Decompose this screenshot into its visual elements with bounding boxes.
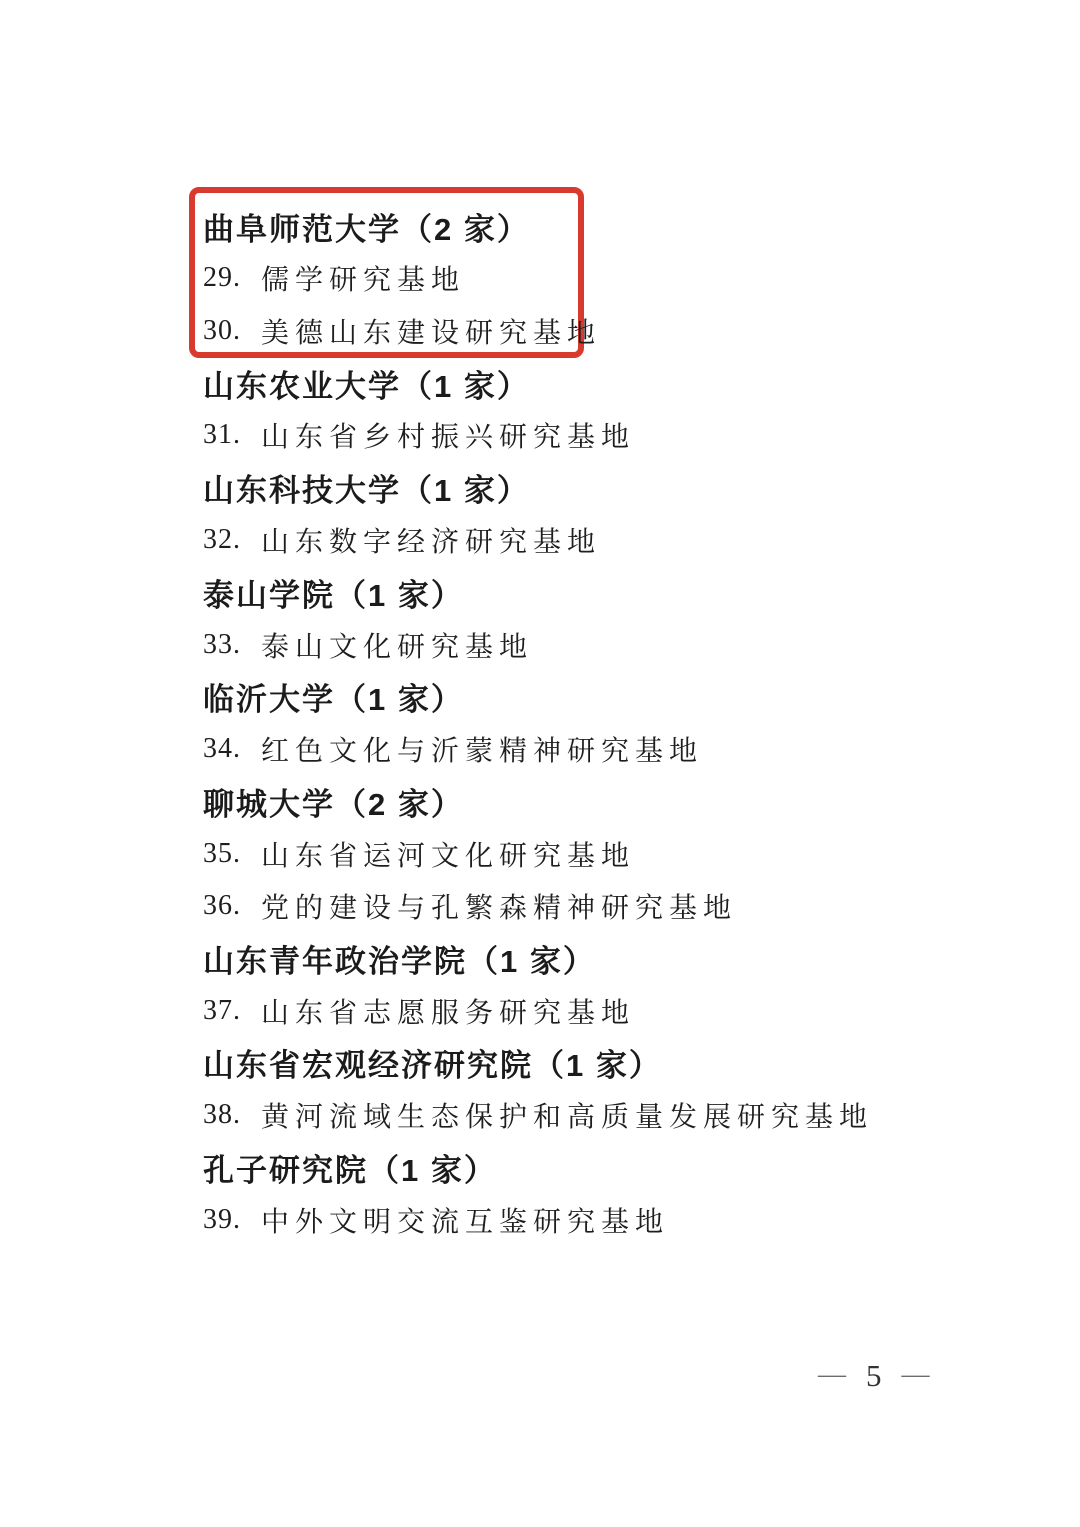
institution-heading: [203, 775, 873, 827]
item-text: 山东省运河文化研究基地: [261, 840, 636, 872]
research-base-item: [203, 984, 873, 1036]
research-base-item: [203, 409, 873, 461]
item-text: 红色文化与沂蒙精神研究基地: [261, 736, 704, 768]
heading-text: 山东青年政治学院（1 家）: [203, 943, 596, 979]
item-number: 38.: [203, 1099, 241, 1131]
item-number: 37.: [203, 994, 241, 1026]
item-text: 山东省乡村振兴研究基地: [261, 422, 636, 454]
item-number: 32.: [203, 523, 241, 555]
item-text: 美德山东建设研究基地: [261, 317, 602, 349]
research-base-item: [203, 618, 873, 670]
institution-heading: [203, 200, 873, 252]
item-number: 30.: [203, 314, 241, 346]
item-text: 山东数字经济研究基地: [261, 526, 602, 558]
item-number: 35.: [203, 837, 241, 869]
item-text: 黄河流域生态保护和高质量发展研究基地: [261, 1102, 874, 1134]
research-base-list: [203, 200, 873, 1246]
heading-text: 泰山学院（1 家）: [203, 577, 464, 613]
heading-text: 聊城大学（2 家）: [203, 786, 464, 822]
institution-heading: [203, 357, 873, 409]
institution-heading: [203, 1141, 873, 1193]
research-base-item: [203, 252, 873, 304]
item-number: 34.: [203, 733, 241, 765]
institution-heading: [203, 932, 873, 984]
research-base-item: [203, 828, 873, 880]
heading-text: 曲阜师范大学（2 家）: [203, 211, 530, 247]
item-text: 儒学研究基地: [261, 265, 466, 297]
research-base-item: [203, 880, 873, 932]
item-number: 29.: [203, 262, 241, 294]
heading-text: 山东科技大学（1 家）: [203, 473, 530, 509]
item-text: 泰山文化研究基地: [261, 631, 534, 663]
research-base-item: [203, 1089, 873, 1141]
item-number: 36.: [203, 890, 241, 921]
footer-dash-left: —: [818, 1359, 846, 1390]
item-text: 党的建设与孔繁森精神研究基地: [261, 893, 738, 924]
item-number: 33.: [203, 628, 241, 660]
heading-text: 山东省宏观经济研究院（1 家）: [203, 1048, 662, 1084]
research-base-item: [203, 1194, 873, 1246]
item-text: 中外文明交流互鉴研究基地: [261, 1206, 670, 1238]
heading-text: 山东农业大学（1 家）: [203, 368, 530, 404]
research-base-item: [203, 514, 873, 566]
page-number: 5: [866, 1357, 882, 1393]
item-number: 39.: [203, 1203, 241, 1235]
institution-heading: [203, 566, 873, 618]
heading-text: 孔子研究院（1 家）: [203, 1152, 497, 1188]
item-number: 31.: [203, 419, 241, 451]
institution-heading: [203, 461, 873, 513]
institution-heading: [203, 671, 873, 723]
item-text: 山东省志愿服务研究基地: [261, 997, 636, 1029]
page-footer: [818, 1356, 930, 1394]
institution-heading: [203, 1037, 873, 1089]
heading-text: 临沂大学（1 家）: [203, 682, 464, 718]
research-base-item: [203, 305, 873, 357]
footer-dash-right: —: [901, 1359, 930, 1390]
research-base-item: [203, 723, 873, 775]
